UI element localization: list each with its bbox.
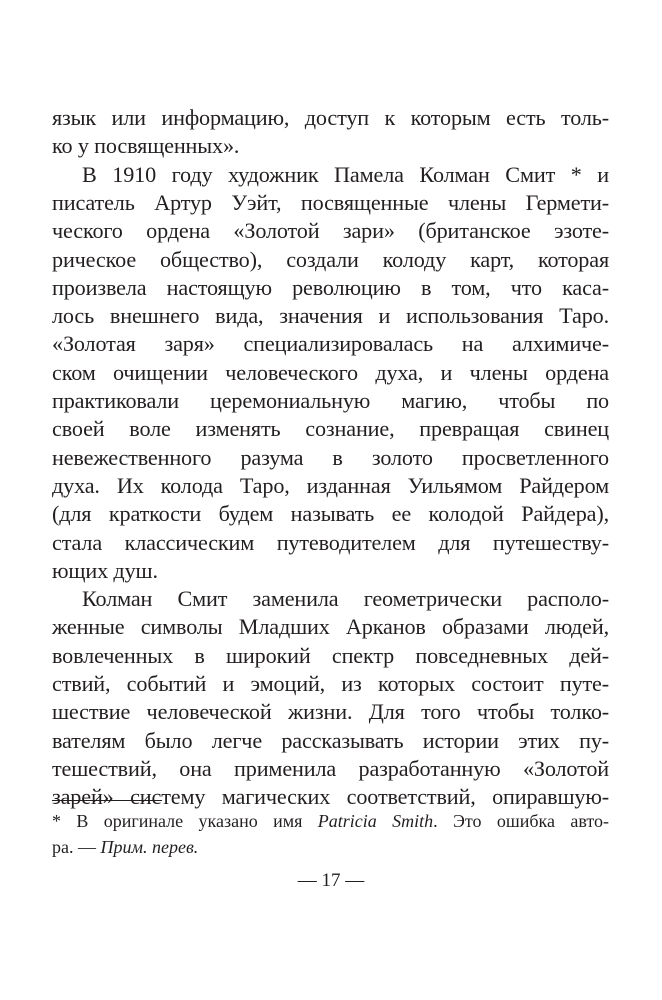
text-line: писатель Артур Уэйт, посвященные члены Гермети-	[52, 189, 609, 215]
page-number: — 17 —	[297, 870, 365, 891]
text-line: тешествий, она применила разработанную «Золотой	[52, 755, 609, 781]
footnote-line-2	[52, 834, 609, 860]
text-line: духа. Их колода Таро, изданная Уильямом Райдером	[52, 472, 609, 498]
text-line: рическое общество), создали колоду карт, которая	[52, 246, 609, 272]
footnote-line-1	[52, 808, 609, 834]
text-line: произвела настоящую революцию в том, что каса-	[52, 274, 609, 300]
text-line: вовлеченных в широкий спектр повседневных дей-	[52, 642, 609, 668]
text-line: ческого ордена «Золотой зари» (британское эзоте-	[52, 218, 609, 244]
footnote-original-name: Patricia Smith	[317, 811, 434, 831]
text-line: ко у посвященных».	[52, 133, 240, 159]
text-line: Колман Смит заменила геометрически располо-	[82, 586, 609, 612]
footnote-line2-prefix: ра. —	[52, 837, 101, 857]
text-line: ском очищении человеческого духа, и члены ордена	[52, 359, 609, 385]
text-line: В 1910 году художник Памела Колман Смит * и	[82, 161, 609, 187]
text-line: лось внешнего вида, значения и использования Таро.	[52, 303, 609, 329]
footnote-suffix: . Это ошибка авто-	[433, 811, 610, 831]
text-line: (для краткости будем называть ее колодой Райдера),	[52, 501, 609, 527]
text-line: невежественного разума в золото просветленного	[52, 444, 609, 470]
text-line: зарей» систему магических соответствий, опиравшую-	[52, 784, 609, 810]
footnote-rule	[52, 800, 162, 801]
footnote-prefix: * В оригинале указано имя	[52, 811, 318, 831]
text-line: шествие человеческой жизни. Для того чтобы толко-	[52, 699, 609, 725]
text-line: ствий, событий и эмоций, из которых состоит путе-	[52, 671, 609, 696]
text-line: своей воле изменять сознание, превращая свинец	[52, 416, 609, 442]
footnote-translator-note: Прим. перев.	[100, 837, 199, 857]
text-line: женные символы Младших Арканов образами людей,	[52, 614, 609, 640]
text-line: практиковали церемониальную магию, чтобы по	[52, 388, 609, 413]
text-line: стала классическим путеводителем для путешеству-	[52, 529, 609, 555]
text-line: ющих душ.	[52, 557, 158, 583]
text-line: язык или информацию, доступ к которым есть толь-	[52, 105, 609, 130]
text-line: вателям было легче рассказывать истории этих пу-	[52, 727, 609, 753]
text-line: «Золотая заря» специализировалась на алхимиче-	[52, 331, 609, 357]
